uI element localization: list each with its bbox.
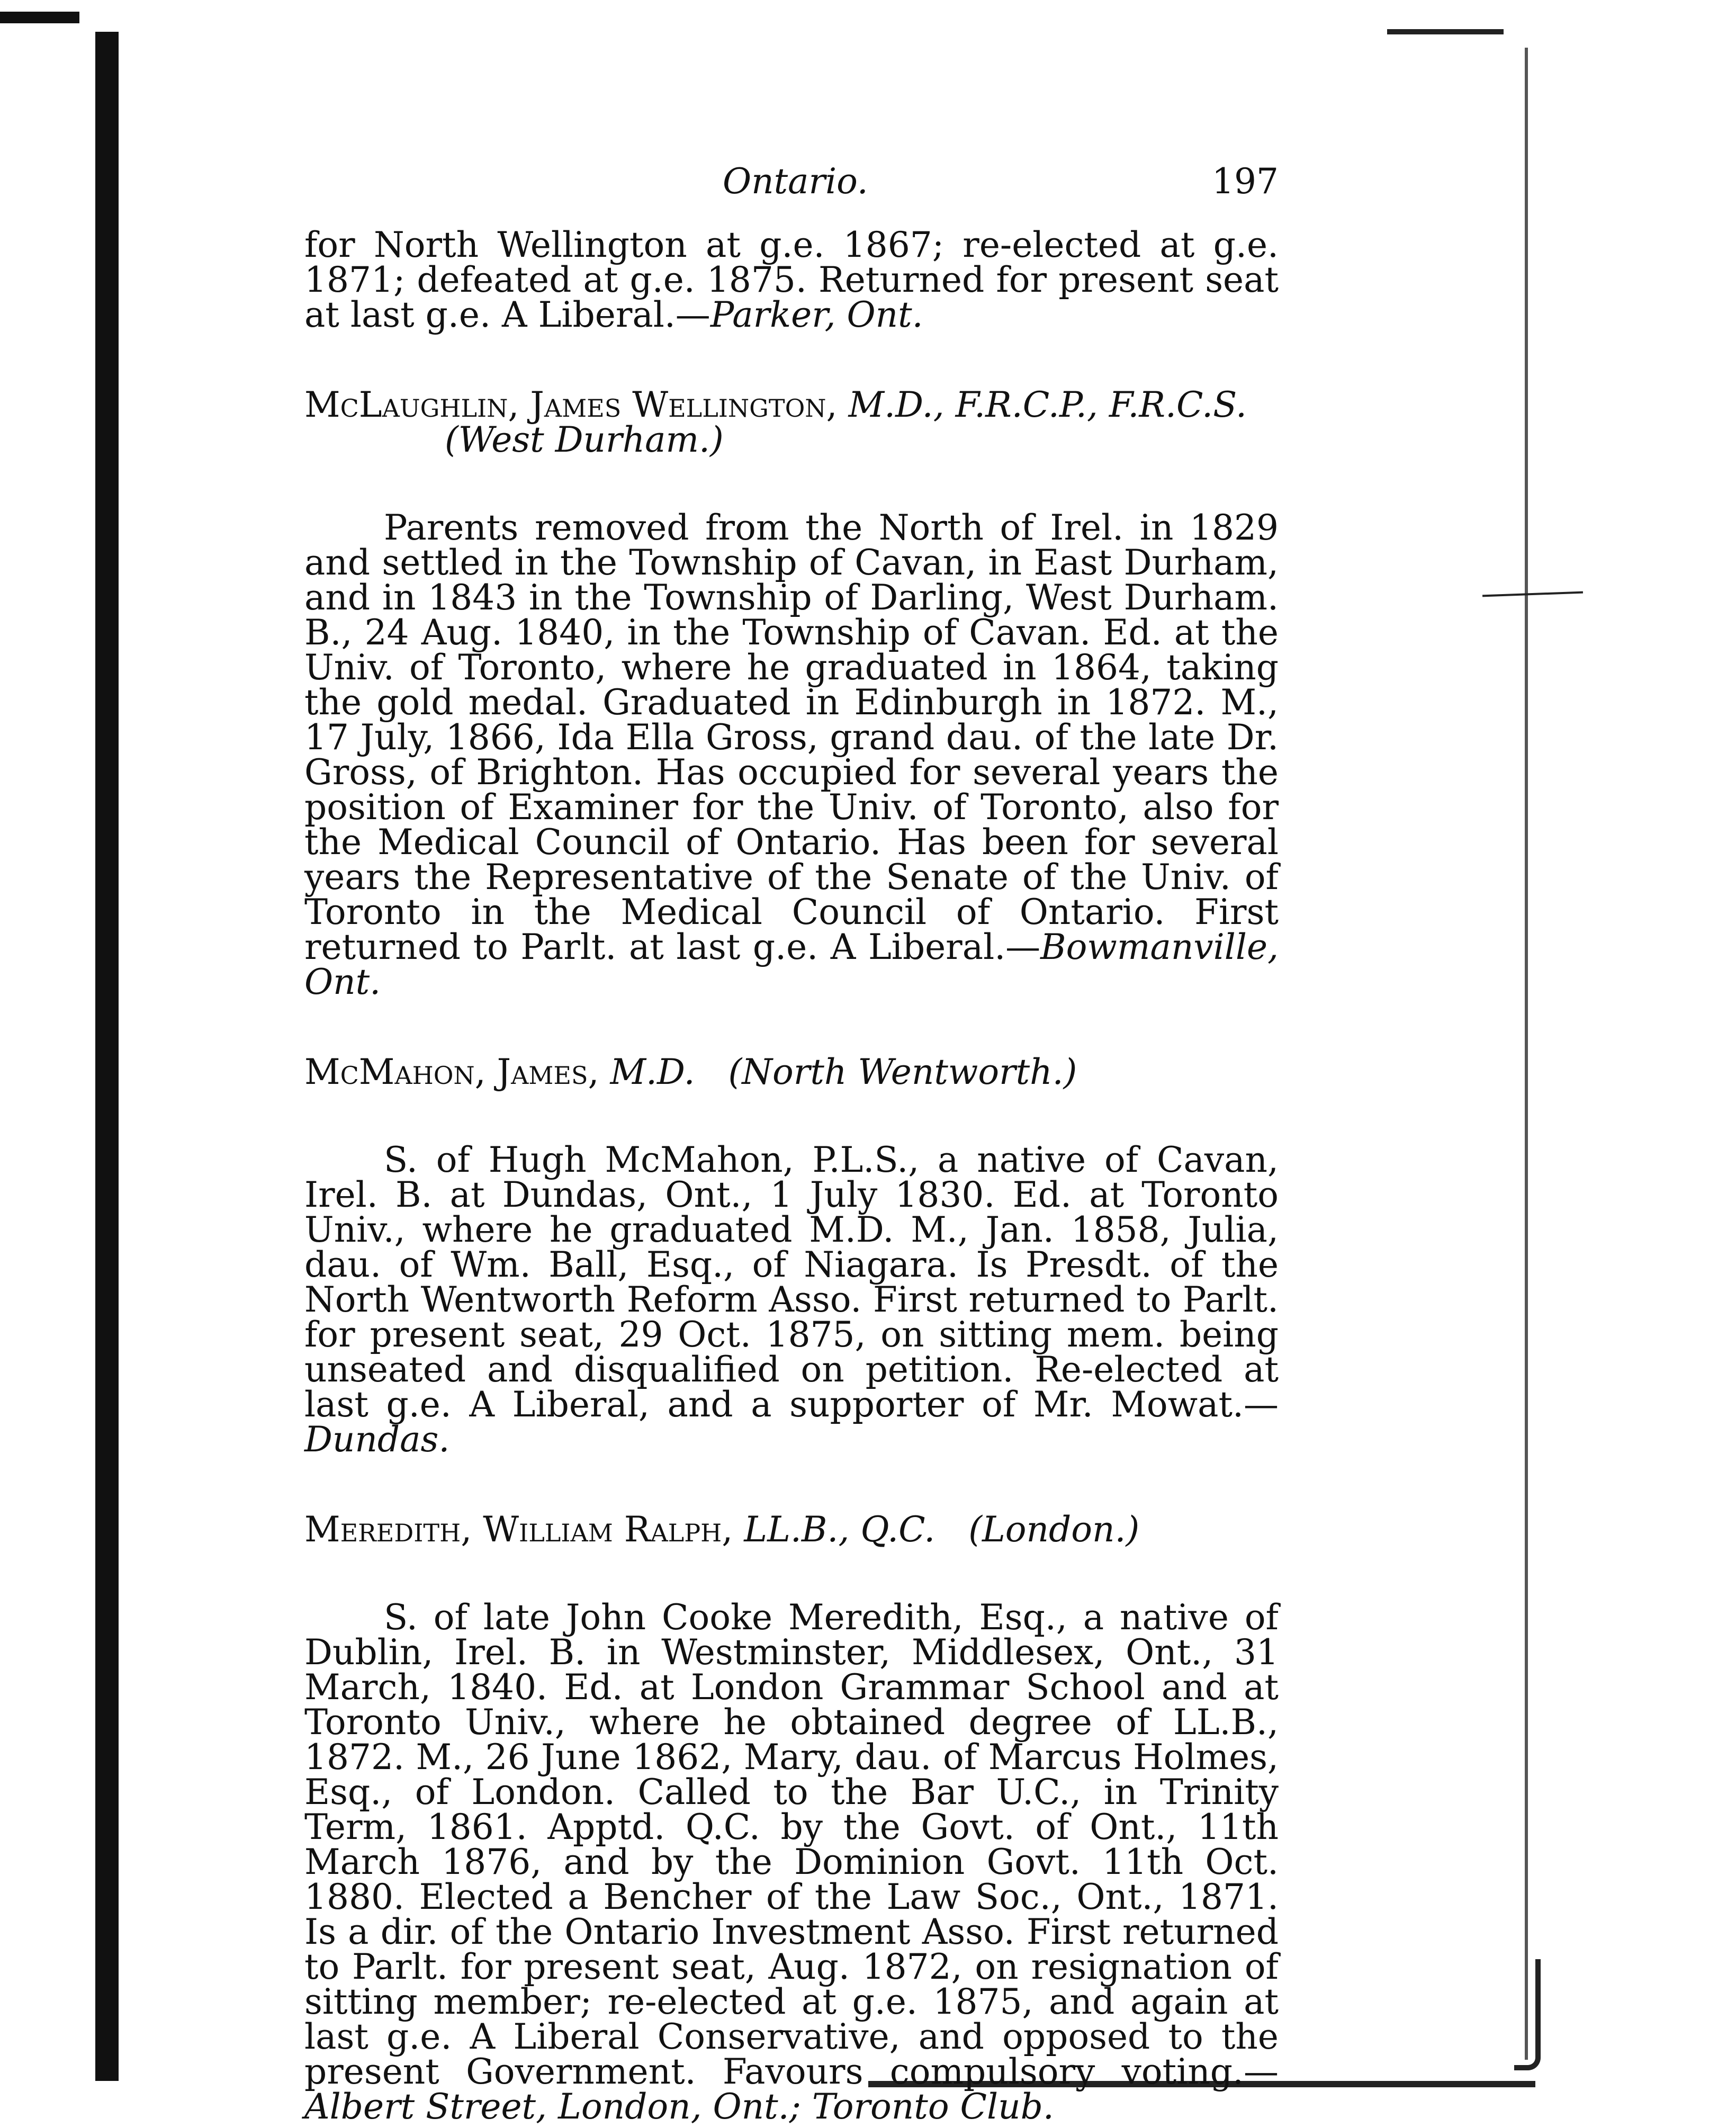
entry-heading: [304, 384, 1279, 460]
entry-address: Albert Street, London, Ont.; Toronto Club.: [304, 2086, 1054, 2127]
entry-body-text: Parents removed from the North of Irel. in 1829 and settled in the Township of Cavan, in East Durham, and in 1843 in the Township of Darling, West Durham. B., 24 Aug. 1840, in the Township of Cavan. Ed. at the Univ. of Toronto, where he graduated in 1864, taking the gold medal. Graduated in Edinburgh in 1872. M., 17 July, 1866, Ida Ella Gross, grand dau. of the late Dr. Gross, of Brighton. Has occupied for several years the position of Examiner for the Univ. of Toronto, also for the Medical Council of Ontario. Has been for several years the Representative of the Senate of the Univ. of Toronto in the Medical Council of Ontario. First returned to Parlt. at last g.e. A Liberal.—: [304, 507, 1279, 967]
running-title: Ontario.: [723, 161, 868, 202]
scan-mark-right: [1482, 591, 1583, 597]
entry-constituency: (West Durham.): [445, 419, 724, 460]
running-head: [304, 161, 1279, 212]
entry-body: [304, 1597, 1279, 2127]
entry-body: [304, 1139, 1279, 1460]
entry-given-names: James Wellington,: [530, 384, 838, 425]
entry-degrees: LL.B., Q.C.: [744, 1509, 936, 1550]
entry-heading: [304, 1509, 1279, 1550]
page-number: 197: [1212, 161, 1279, 202]
entry-surname: McMahon,: [304, 1052, 486, 1092]
entry-body-text: S. of Hugh McMahon, P.L.S., a native of Cavan, Irel. B. at Dundas, Ont., 1 July 1830. Ed. at Toronto Univ., where he graduated M.D. M., Jan. 1858, Julia, dau. of Wm. Ball, Esq., of Niagara. Is Presdt. of the North Wentworth Reform Asso. First returned to Parlt. for present seat, 29 Oct. 1875, on sitting mem. being unseated and disqualified on petition. Re-elected at last g.e. A Liberal, and a supporter of Mr. Mowat.—: [304, 1139, 1279, 1425]
entry-given-names: James,: [497, 1052, 599, 1092]
continuation-address: Parker, Ont.: [710, 294, 923, 335]
continuation-paragraph: [304, 225, 1279, 335]
scan-edge-top-right: [1387, 29, 1504, 34]
entry-surname: Meredith,: [304, 1509, 472, 1550]
page-text: [304, 161, 1279, 2127]
entry-constituency: (London.): [968, 1509, 1140, 1550]
entry-degrees: M.D., F.R.C.P., F.R.C.S.: [848, 384, 1247, 425]
entry-degrees: M.D.: [610, 1052, 695, 1092]
continuation-text: for North Wellington at g.e. 1867; re-elected at g.e. 1871; defeated at g.e. 1875. Returned for present seat at last g.e. A Liberal.—: [304, 225, 1279, 335]
entry-body-text: S. of late John Cooke Meredith, Esq., a native of Dublin, Irel. B. in Westminster, Middlesex, Ont., 31 March, 1840. Ed. at London Grammar School and at Toronto Univ., where he obtained degree of LL.B., 1872. M., 26 June 1862, Mary, dau. of Marcus Holmes, Esq., of London. Called to the Bar U.C., in Trinity Term, 1861. Apptd. Q.C. by the Govt. of Ont., 11th March 1876, and by the Dominion Govt. 11th Oct. 1880. Elected a Bencher of the Law Soc., Ont., 1871. Is a dir. of the Ontario Investment Asso. First returned to Parlt. for present seat, Aug. 1872, on resignation of sitting member; re-elected at g.e. 1875, and again at last g.e. A Liberal Conservative, and opposed to the present Government. Favours compulsory voting.—: [304, 1597, 1279, 2092]
scan-edge-right: [1525, 48, 1528, 2060]
scan-edge-bottom-right: [1514, 1959, 1541, 2070]
entry-given-names: William Ralph,: [483, 1509, 733, 1550]
entry-surname: McLaughlin,: [304, 384, 519, 425]
entry-heading: [304, 1052, 1279, 1092]
entry-mcmahon: [304, 1052, 1279, 1460]
entry-meredith: [304, 1509, 1279, 2127]
entry-mclaughlin: [304, 384, 1279, 1002]
entry-address: Dundas.: [304, 1419, 450, 1460]
scan-edge-left: [95, 32, 119, 2081]
entry-constituency: (North Wentworth.): [728, 1052, 1077, 1092]
scan-edge-top-left: [0, 12, 79, 23]
entry-body: [304, 507, 1279, 1002]
entry-address: Bowmanville, Ont.: [304, 927, 1279, 1002]
